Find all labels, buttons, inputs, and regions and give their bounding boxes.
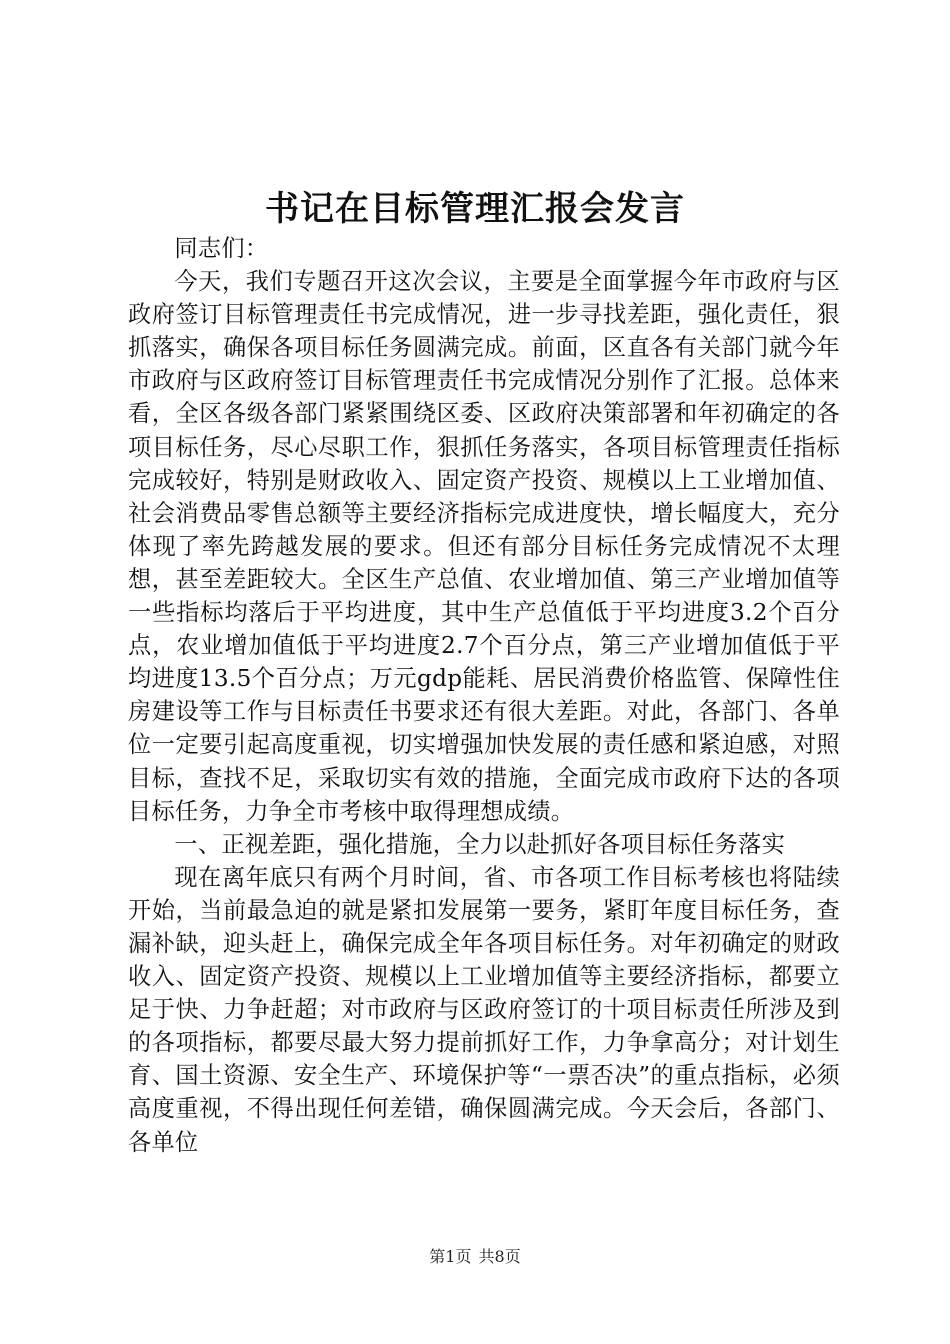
- paragraph: 今天，我们专题召开这次会议，主要是全面掌握今年市政府与区政府签订目标管理责任书完成情况，进一步寻找差距，强化责任，狠抓落实，确保各项目标任务圆满完成。前面，区直各有关部门就今年市政府与区政府签订目标管理责任书完成情况分别作了汇报。总体来看，全区各级各部门紧紧围绕区委、区政府决策部署和年初确定的各项目标任务，尽心尽职工作，狠抓任务落实，各项目标管理责任指标完成较好，特别是财政收入、固定资产投资、规模以上工业增加值、社会消费品零售总额等主要经济指标完成进度快，增长幅度大，充分体现了率先跨越发展的要求。但还有部分目标任务完成情况不太理想，甚至差距较大。全区生产总值、农业增加值、第三产业增加值等一些指标均落后于平均进度，其中生产总值低于平均进度3.2个百分点，农业增加值低于平均进度2.7个百分点，第三产业增加值低于平均进度13.5个百分点；万元gdp能耗、居民消费价格监管、保障性住房建设等工作与目标责任书要求还有很大差距。对此，各部门、各单位一定要引起高度重视，切实增强加快发展的责任感和紧迫感，对照目标，查找不足，采取切实有效的措施，全面完成市政府下达的各项目标任务，力争全市考核中取得理想成绩。: [128, 268, 840, 825]
- document-title: 书记在目标管理汇报会发言: [265, 189, 685, 229]
- page-number: 第1页: [429, 1247, 472, 1266]
- document-body: [128, 232, 840, 1159]
- page-total: 共8页: [478, 1247, 521, 1266]
- page-footer: [0, 1246, 950, 1268]
- section-heading: 一、正视差距，强化措施，全力以赴抓好各项目标任务落实: [174, 830, 786, 858]
- paragraph: 现在离年底只有两个月时间，省、市各项工作目标考核也将陆续开始，当前最急迫的就是紧扣发展第一要务，紧盯年度目标任务，查漏补缺，迎头赶上，确保完成全年各项目标任务。对年初确定的财政收入、固定资产投资、规模以上工业增加值等主要经济指标，都要立足于快、力争赶超；对市政府与区政府签订的十项目标责任所涉及到的各项指标，都要尽最大努力提前抓好工作，力争拿高分；对计划生育、国土资源、安全生产、环境保护等“一票否决”的重点指标，必须高度重视，不得出现任何差错，确保圆满完成。今天会后，各部门、各单位: [128, 863, 840, 1156]
- salutation: 同志们：: [174, 235, 269, 262]
